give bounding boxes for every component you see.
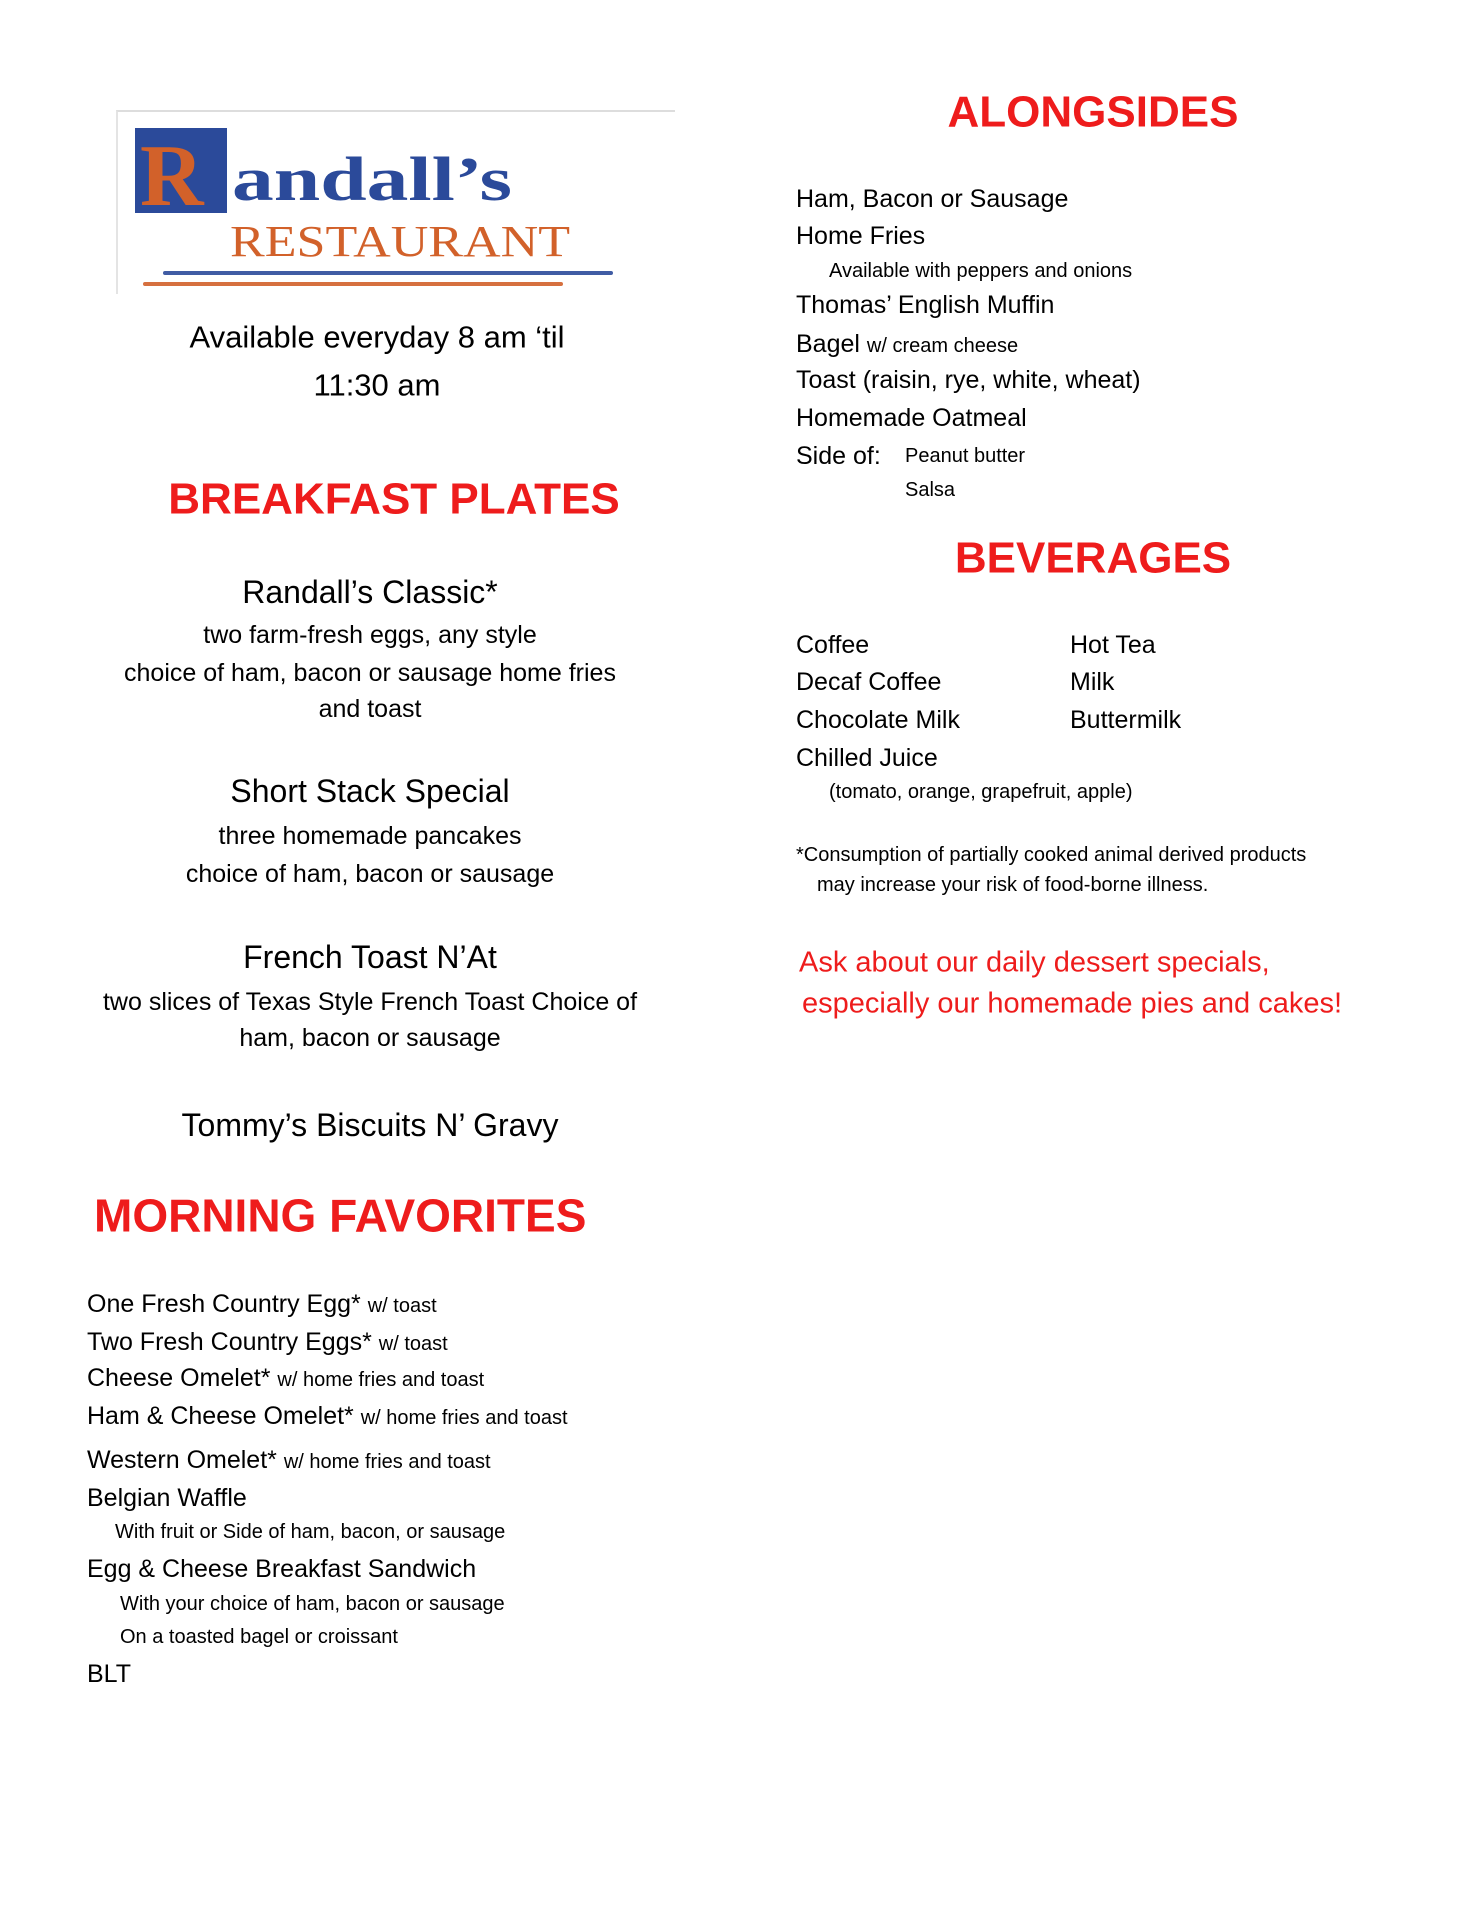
side-item: Homemade Oatmeal — [796, 404, 1027, 432]
item-name: Two Fresh Country Eggs* — [87, 1328, 372, 1356]
beverage-item: Decaf Coffee — [796, 668, 942, 696]
hours-line-1: Available everyday 8 am ‘til — [189, 319, 565, 355]
item-note: w/ home fries and toast — [283, 1451, 491, 1473]
item-sub: With your choice of ham, bacon or sausage — [120, 1593, 505, 1615]
menu-item — [87, 1401, 568, 1431]
item-note: w/ home fries and toast — [277, 1369, 485, 1391]
item-name: Western Omelet* — [87, 1446, 277, 1474]
juice-note: (tomato, orange, grapefruit, apple) — [829, 781, 1133, 803]
menu-item — [87, 1327, 448, 1357]
beverage-item: Buttermilk — [1070, 706, 1182, 734]
plate-name: Tommy’s Biscuits N’ Gravy — [181, 1106, 559, 1143]
menu-item: Belgian Waffle — [87, 1484, 247, 1512]
menu-item — [87, 1445, 491, 1475]
svg-text:RESTAURANT: RESTAURANT — [230, 217, 571, 266]
menu-item — [87, 1363, 484, 1393]
breakfast-plates-heading: BREAKFAST PLATES — [168, 474, 620, 524]
side-option: Salsa — [905, 479, 956, 501]
beverage-item: Chocolate Milk — [796, 706, 960, 734]
alongsides-heading: ALONGSIDES — [947, 87, 1239, 137]
dessert-note-line: Ask about our daily dessert specials, — [799, 946, 1270, 979]
menu-item: Egg & Cheese Breakfast Sandwich — [87, 1555, 477, 1583]
side-item: Side of: — [796, 442, 881, 470]
plate-desc: choice of ham, bacon or sausage home fries — [124, 659, 616, 687]
disclaimer-line: may increase your risk of food-borne illness. — [817, 874, 1209, 896]
menu-item: BLT — [87, 1660, 131, 1688]
side-option: Peanut butter — [905, 445, 1026, 467]
side-item: Ham, Bacon or Sausage — [796, 185, 1069, 213]
side-item: Thomas’ English Muffin — [796, 291, 1055, 319]
item-note: w/ cream cheese — [866, 335, 1019, 357]
item-sub: With fruit or Side of ham, bacon, or sausage — [115, 1521, 506, 1543]
beverage-item: Hot Tea — [1070, 631, 1156, 659]
beverage-item: Chilled Juice — [796, 744, 938, 772]
item-sub: On a toasted bagel or croissant — [120, 1626, 398, 1648]
item-name: One Fresh Country Egg* — [87, 1290, 361, 1318]
dessert-note-line: especially our homemade pies and cakes! — [802, 987, 1343, 1020]
plate-desc: ham, bacon or sausage — [239, 1024, 501, 1052]
menu-item — [87, 1289, 437, 1319]
item-name: Ham & Cheese Omelet* — [87, 1402, 354, 1430]
plate-desc: two slices of Texas Style French Toast Choice of — [102, 988, 638, 1016]
item-note: w/ home fries and toast — [360, 1407, 568, 1429]
side-item: Home Fries — [796, 222, 926, 250]
hours-line-2: 11:30 am — [313, 367, 441, 403]
plate-name: Randall’s Classic* — [242, 573, 498, 610]
side-sub: Available with peppers and onions — [829, 260, 1133, 282]
plate-desc: three homemade pancakes — [218, 822, 522, 850]
side-item — [796, 329, 1018, 359]
svg-text:andall’s: andall’s — [232, 146, 512, 214]
plate-name: French Toast N’At — [243, 938, 497, 975]
beverage-item: Milk — [1070, 668, 1115, 696]
side-item: Toast (raisin, rye, white, wheat) — [796, 366, 1141, 394]
disclaimer-line: *Consumption of partially cooked animal derived products — [796, 844, 1307, 866]
item-note: w/ toast — [378, 1333, 448, 1355]
beverages-heading: BEVERAGES — [954, 533, 1232, 583]
plate-name: Short Stack Special — [230, 772, 510, 809]
item-name: Cheese Omelet* — [87, 1364, 271, 1392]
svg-text:R: R — [140, 128, 204, 225]
plate-desc: choice of ham, bacon or sausage — [185, 860, 555, 888]
item-name: Bagel — [796, 330, 860, 358]
morning-favorites-heading: MORNING FAVORITES — [94, 1189, 587, 1242]
plate-desc: and toast — [318, 695, 422, 723]
beverage-item: Coffee — [796, 631, 870, 659]
logo-graphic — [118, 112, 675, 294]
item-note: w/ toast — [367, 1295, 437, 1317]
plate-desc: two farm-fresh eggs, any style — [203, 621, 537, 649]
restaurant-logo — [116, 110, 675, 294]
